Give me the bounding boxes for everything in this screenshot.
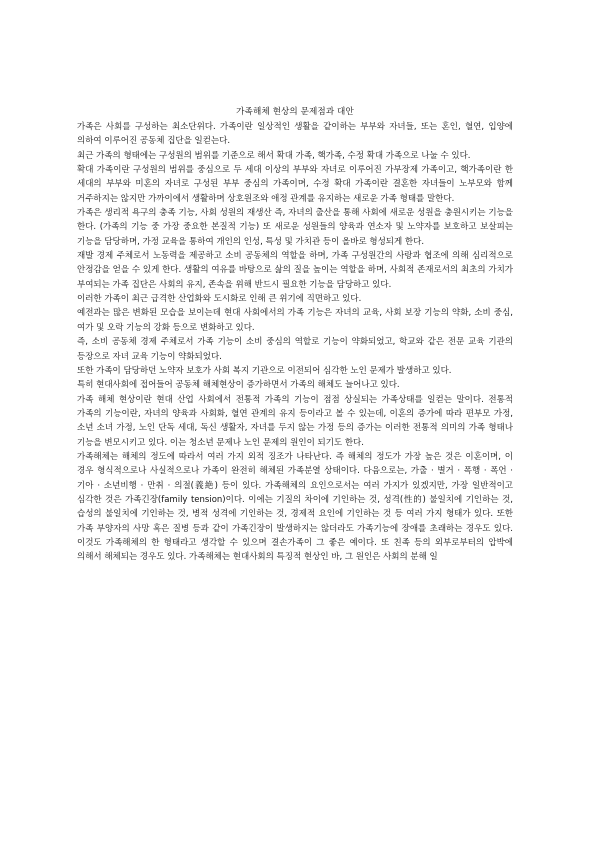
paragraph-dissolution-increase: 특히 현대사회에 접어들어 공동체 해체현상이 증가하면서 가족의 해체도 늘어나고 있다.: [77, 380, 400, 391]
paragraph-family-types-detail: 확대 가족이란 구성원의 범위를 중심으로 두 세대 이상의 부부와 자녀로 이루어진 가부장제 가족이고, 핵가족이란 한 세대의 부부와 미혼의 자녀로 구성된 부부 중심의 가족이며, 수정 확대 가족이란 결혼한 자녀들이 노부모와 함께 거주하지는 않지만 가까이에서 생활하며 상호원조와 애정 관계를 유지하는 새로운 가족 형태를 말한다.: [77, 165, 513, 204]
document-title: 가족해체 현상의 문제점과 대안: [236, 107, 354, 117]
document-page: [77, 106, 513, 565]
paragraph-weakened-functions: 즉, 소비 공동체 경제 주체로서 가족 기능이 소비 중심의 역할로 기능이 약화되었고, 학교와 같은 전문 교육 기관의 등장으로 자녀 교육 기능이 약화되었다.: [77, 337, 513, 362]
paragraph-dissolution-causes: 가족해체는 해체의 정도에 따라서 여러 가지 외적 징조가 나타난다. 즉 해체의 정도가 가장 높은 것은 이혼이며, 이 경우 형식적으로나 사실적으로나 가족이 완전히 해체된 가족분열 상태이다. 다음으로는, 가출 · 별거 · 폭행 · 폭언 · 기아 · 소년비행 · 만취 · 의절(義絶) 등이 있다. 가족해체의 요인으로서는 여러 가지가 있겠지만, 가장 일반적이고 심각한 것은 가족긴장(family tension)이다. 이에는 기질의 차이에 기인하는 것, 성격(性的) 불일치에 기인하는 것, 습성의 불일치에 기인하는 것, 병적 성격에 기인하는 것, 경제적 요인에 기인하는 것 등 여러 가지 형태가 있다. 또한 가족 부양자의 사망 혹은 질병 등과 같이 가족긴장이 발생하지는 않더라도 가족기능에 장애를 초래하는 경우도 있다. 이것도 가족해체의 한 형태라고 생각할 수 있으며 결손가족이 그 좋은 예이다. 또 친족 등의 외부로부터의 압박에 의해서 해체되는 경우도 있다. 가족해체는 현대사회의 특징적 현상인 바, 그 원인은 사회의 분해 일: [77, 451, 513, 563]
paragraph-economic-role: 재발 경제 주체로서 노동력을 제공하고 소비 공동체의 역할을 하며, 가족 구성원간의 사랑과 협조에 의해 심리적으로 안정감을 얻을 수 있게 한다. 생활의 여유를 바탕으로 삶의 질을 높이는 역할을 하며, 사회적 존재로서의 최초의 가치가 부여되는 가족 집단은 사회의 유지, 존속을 위해 반드시 필요한 기능을 담당하고 있다.: [77, 251, 513, 290]
paragraph-dissolution-definition: 가족 해체 현상이란 현대 산업 사회에서 전통적 가족의 기능이 점점 상실되는 가족상태를 일컫는 말이다. 전통적 가족의 기능이란, 자녀의 양육과 사회화, 혈연 관계의 유지 등이라고 볼 수 있는데, 이혼의 증가에 따라 편부모 가정, 소년 소녀 가정, 노인 단독 세대, 독신 생활자, 자녀를 두지 않는 가정 등의 증가는 이러한 전통적 의미의 가족 형태나 기능을 변모시키고 있다. 이는 청소년 문제나 노인 문제의 원인이 되기도 한다.: [77, 394, 513, 448]
paragraph-family-definition: 가족은 사회를 구성하는 최소단위다. 가족이란 일상적인 생활을 같이하는 부부와 자녀들, 또는 혼인, 혈연, 입양에 의하여 이루어진 공동체 집단을 일컫는다.: [77, 122, 513, 147]
paragraph-family-functions: 가족은 생리적 욕구의 충족 기능, 사회 성원의 재생산 즉, 자녀의 출산을 통해 사회에 새로운 성원을 충원시키는 기능을 한다. (가족의 기능 중 가장 중요한 본질적 기능) 또 새로운 성원들의 양육과 연소자 및 노약자를 보호하고 보살피는 기능을 담당하며, 가정 교육을 통하여 개인의 인성, 특성 및 가치관 등이 올바로 형성되게 한다.: [77, 208, 513, 247]
paragraph-modern-changes: 예전과는 많은 변화된 모습을 보이는데 현대 사회에서의 가족 기능은 자녀의 교육, 사회 보장 기능의 약화, 소비 중심, 여가 및 오락 기능의 강화 등으로 변화하고 있다.: [77, 308, 513, 333]
paragraph-crisis: 이러한 가족이 최근 급격한 산업화와 도시화로 인해 큰 위기에 직면하고 있다.: [77, 294, 362, 305]
paragraph-elderly-care: 또한 가족이 담당하던 노약자 보호가 사회 복지 기관으로 이전되어 심각한 노인 문제가 발생하고 있다.: [77, 365, 452, 376]
paragraph-family-types: 최근 가족의 형태에는 구성원의 범위를 기준으로 해서 확대 가족, 핵가족, 수정 확대 가족으로 나눌 수 있다.: [77, 150, 471, 161]
